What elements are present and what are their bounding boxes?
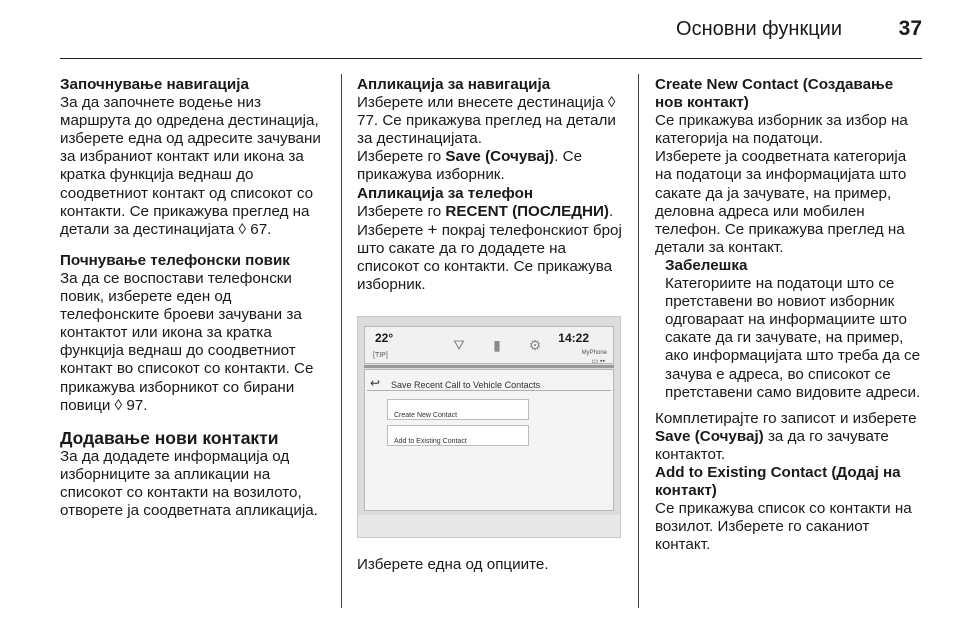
paragraph: Изберете ја соодветната категорија на податоци за информацијата што сакате да ја зачувате, на пример, деловна адреса или мобилен телефон. Се прикажува преглед на детали за контакт. (655, 148, 907, 256)
status-bar (364, 326, 614, 364)
divider (367, 390, 611, 391)
page-number: 37 (898, 17, 922, 40)
note-box (655, 257, 925, 402)
header-rule (60, 58, 922, 59)
column-left (60, 76, 332, 520)
paragraph (655, 410, 925, 464)
phone-name: MyPhone (581, 350, 607, 357)
paragraph: Изберете или внесете дестинација ◊ 77. Се прикажува преглед на детали за дестинацијата. (357, 94, 616, 148)
save-label: Save (Сочувај) (445, 148, 555, 166)
section-add-contacts (60, 428, 332, 520)
paragraph (357, 148, 629, 184)
section-start-call (60, 252, 332, 415)
settings-icon[interactable]: ⚙ (528, 337, 542, 354)
battery-signal-icon: ▭ ▪▪ (591, 358, 605, 366)
paragraph: Се прикажува изборник за избор на категорија на податоци. (655, 112, 908, 148)
recent-label: RECENT (ПОСЛЕДНИ) (445, 202, 609, 220)
screen-footer (358, 515, 620, 537)
text-run: за да го зачувате контактот. (655, 427, 889, 463)
paragraph: Се прикажува список со контакти на возилот. Изберете го саканиот контакт. (655, 500, 912, 554)
paragraph: За да започнете водење низ маршрута до одредена дестинација, изберете една од адресите зачувани за избраниот контакт или икона за кратка функција веднаш до соодветниот контакт од списокот со контакти. Се прикажува преглед на детали за дестинацијата ◊ 67. (60, 94, 321, 238)
paragraph: За да додадете информација од изборниците за апликации на списокот со контакти на возилото, отворете ја соодветната апликација. (60, 447, 318, 519)
text-run: Изберете го (357, 148, 446, 166)
section-heading: Започнување навигација (60, 76, 249, 93)
create-new-contact-button[interactable]: Create New Contact (387, 399, 529, 420)
section-heading: Апликација за навигација (357, 76, 551, 93)
text-run: покрај телефонскиот број што сакате да го додадете на списокот со контакти. Се прикажува изборник. (357, 221, 622, 294)
clock: 14:22 (558, 331, 589, 346)
note-heading: Забелешка (665, 256, 748, 274)
plus-icon: + (427, 219, 438, 239)
temperature-readout: 22° (375, 331, 394, 346)
dialog-title: Save Recent Call to Vehicle Contacts (391, 380, 541, 391)
add-to-existing-contact-button[interactable]: Add to Existing Contact (387, 425, 529, 446)
divider (364, 365, 614, 368)
phone-icon[interactable]: ▮ (493, 337, 501, 354)
infotainment-screen-illustration (357, 316, 621, 538)
section-heading: Create New Contact (Создавање нов контакт) (655, 76, 894, 112)
paragraph (357, 203, 629, 294)
dialog-panel (364, 369, 614, 511)
text-run: . Се прикажува изборник. (357, 148, 583, 184)
column-middle (357, 76, 629, 574)
section-heading: Add to Existing Contact (Додај на контакт) (655, 463, 901, 500)
image-caption: Изберете една од опциите. (357, 556, 549, 574)
column-right (655, 76, 925, 554)
back-arrow-icon[interactable]: ↩ (370, 376, 381, 391)
tip-label: [TIP] (373, 352, 388, 360)
note-text: Категориите на податоци што се претставени во новиот изборник одговараат на информациите што сакате да ги зачувате, на пример, ако информацијата што треба да се зачува е адреса, во списокот се претставени само видовите адреси. (665, 275, 921, 401)
text-run: Комплетирајте го записот и изберете (655, 409, 917, 427)
column-divider (638, 74, 639, 608)
column-divider (341, 74, 342, 608)
text-run: . Изберете (357, 202, 614, 239)
nav-icon[interactable]: ⛛ (453, 337, 465, 354)
section-heading: Почнување телефонски повик (60, 251, 290, 269)
section-heading: Апликација за телефон (357, 184, 534, 202)
section-heading: Додавање нови контакти (60, 427, 279, 448)
save-label: Save (Сочувај) (655, 427, 764, 445)
section-start-navigation (60, 76, 332, 239)
paragraph: За да се воспостави телефонски повик, изберете еден од телефонските броеви зачувани за контактот или икона за кратка функција веднаш до соодветниот контакт во списокот со контакти. Се прикажува изборникот со бирани повици ◊ 97. (60, 269, 314, 414)
text-run: Изберете го (357, 202, 446, 220)
page-header-title: Основни функции (676, 18, 842, 40)
